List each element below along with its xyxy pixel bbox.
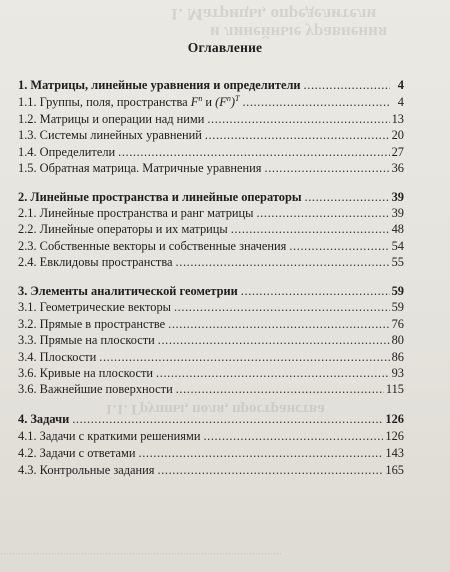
- leader-dots: [203, 429, 383, 444]
- page-number: 39: [391, 190, 404, 204]
- leader-dots: [242, 95, 390, 110]
- toc-item-3-2: [18, 317, 404, 333]
- toc-item-4-2: [18, 446, 404, 462]
- toc-item-2-2: [18, 222, 404, 238]
- item-label: 1.2. Матрицы и операции над ними: [18, 112, 205, 126]
- item-label: 4.2. Задачи с ответами: [18, 446, 136, 460]
- toc-title: Оглавление: [187, 40, 263, 55]
- bleed-through-text: 1. Матрицы, определители: [170, 5, 377, 24]
- leader-dots: [118, 145, 389, 160]
- math-superscript: n: [198, 94, 203, 103]
- toc-item-3-5: [18, 366, 404, 382]
- page-number: 59: [391, 300, 404, 314]
- toc-section-3: [18, 284, 404, 300]
- leader-dots: [289, 239, 389, 254]
- item-label-prefix: 1.1. Группы, поля, пространства: [18, 95, 191, 109]
- toc-item-2-4: [18, 255, 404, 271]
- leader-dots: [176, 382, 384, 397]
- page-number: 59: [391, 284, 404, 298]
- page-number: 115: [385, 382, 404, 396]
- page-number: 48: [391, 222, 404, 236]
- item-label: 2.1. Линейные пространства и ранг матрицы: [18, 206, 254, 220]
- item-label: 2.2. Линейные операторы и их матрицы: [18, 222, 228, 236]
- toc-section-1: [18, 78, 404, 94]
- toc-item-1-4: [18, 145, 404, 161]
- leader-dots: [231, 222, 390, 237]
- toc-item-1-2: [18, 112, 404, 128]
- toc-item-1-3: [18, 128, 404, 144]
- leader-dots: [139, 446, 384, 461]
- toc-item-3-1: [18, 300, 404, 316]
- bleed-through-text: и линейные уравнения: [210, 23, 388, 42]
- leader-dots: [158, 463, 384, 478]
- leader-dots: [99, 350, 389, 365]
- section-title: 4. Задачи: [18, 412, 70, 426]
- math-superscript: n: [226, 94, 231, 103]
- item-label: 2.3. Собственные векторы и собственные значения: [18, 239, 287, 253]
- page-number: 20: [391, 128, 404, 142]
- toc-item-4-1: [18, 429, 404, 445]
- leader-dots: [176, 255, 390, 270]
- item-label: 3.6. Кривые на плоскости: [18, 366, 154, 380]
- leader-dots: [241, 284, 390, 299]
- toc-item-4-3: [18, 463, 404, 479]
- toc-item-3-6: [18, 382, 404, 398]
- item-label-conjunction: и: [202, 95, 216, 109]
- toc-item-1-1: [18, 95, 404, 111]
- toc-item-3-3: [18, 333, 404, 349]
- bleed-through-text: 1.1. Группы, поля, пространства: [105, 401, 325, 417]
- math-symbol: ): [230, 95, 235, 109]
- page-number: 126: [385, 412, 404, 426]
- toc-item-2-1: [18, 206, 404, 222]
- page-number: 76: [391, 317, 404, 331]
- toc-section-2: [18, 190, 404, 206]
- item-label: 3.2. Прямые в пространстве: [18, 317, 166, 331]
- leader-dots: [168, 317, 389, 332]
- page-number: 165: [385, 463, 404, 477]
- item-label: 3.1. Геометрические векторы: [18, 300, 171, 314]
- leader-dots: [265, 161, 390, 176]
- item-label: 3.4. Плоскости: [18, 350, 97, 364]
- toc-item-2-3: [18, 239, 404, 255]
- item-label: 1.3. Системы линейных уравнений: [18, 128, 202, 142]
- item-label: 3.6. Важнейшие поверхности: [18, 382, 173, 396]
- page-number: 126: [385, 429, 404, 443]
- leader-dots: [304, 78, 390, 93]
- leader-dots: [174, 300, 390, 315]
- item-label: 1.4. Определители: [18, 145, 116, 159]
- page-number: 80: [391, 333, 404, 347]
- item-label: 2.4. Евклидовы пространства: [18, 255, 173, 269]
- page-number: 13: [391, 112, 404, 126]
- page-number: 86: [391, 350, 404, 364]
- item-label: 4.1. Задачи с краткими решениями: [18, 429, 201, 443]
- item-label: 3.3. Прямые на плоскости: [18, 333, 155, 347]
- leader-dots: [72, 412, 383, 427]
- toc-item-3-4: [18, 350, 404, 366]
- math-symbol: F: [190, 95, 199, 109]
- bleed-through-text: ..............................................................................................: [0, 550, 282, 564]
- page-number: 4: [397, 78, 404, 92]
- section-title: 1. Матрицы, линейные уравнения и определители: [18, 78, 301, 92]
- leader-dots: [305, 190, 390, 205]
- item-label: 1.5. Обратная матрица. Матричные уравнения: [18, 161, 262, 175]
- toc-item-1-5: [18, 161, 404, 177]
- toc-section-4: [18, 412, 404, 428]
- leader-dots: [205, 128, 390, 143]
- page-number: 143: [385, 446, 404, 460]
- leader-dots: [156, 366, 390, 381]
- math-symbol: (F: [215, 95, 227, 109]
- item-label: [18, 95, 239, 110]
- page-number: 27: [391, 145, 404, 159]
- page-number: 93: [391, 366, 404, 380]
- item-label: 4.3. Контрольные задания: [18, 463, 155, 477]
- leader-dots: [207, 112, 389, 127]
- page-number: 4: [397, 95, 404, 109]
- section-title: 2. Линейные пространства и линейные операторы: [18, 190, 302, 204]
- page-number: 36: [391, 161, 404, 175]
- page-number: 54: [391, 239, 404, 253]
- math-superscript: T: [235, 94, 240, 103]
- leader-dots: [256, 206, 389, 221]
- page-number: 55: [391, 255, 404, 269]
- leader-dots: [158, 333, 390, 348]
- section-title: 3. Элементы аналитической геометрии: [18, 284, 238, 298]
- page-number: 39: [391, 206, 404, 220]
